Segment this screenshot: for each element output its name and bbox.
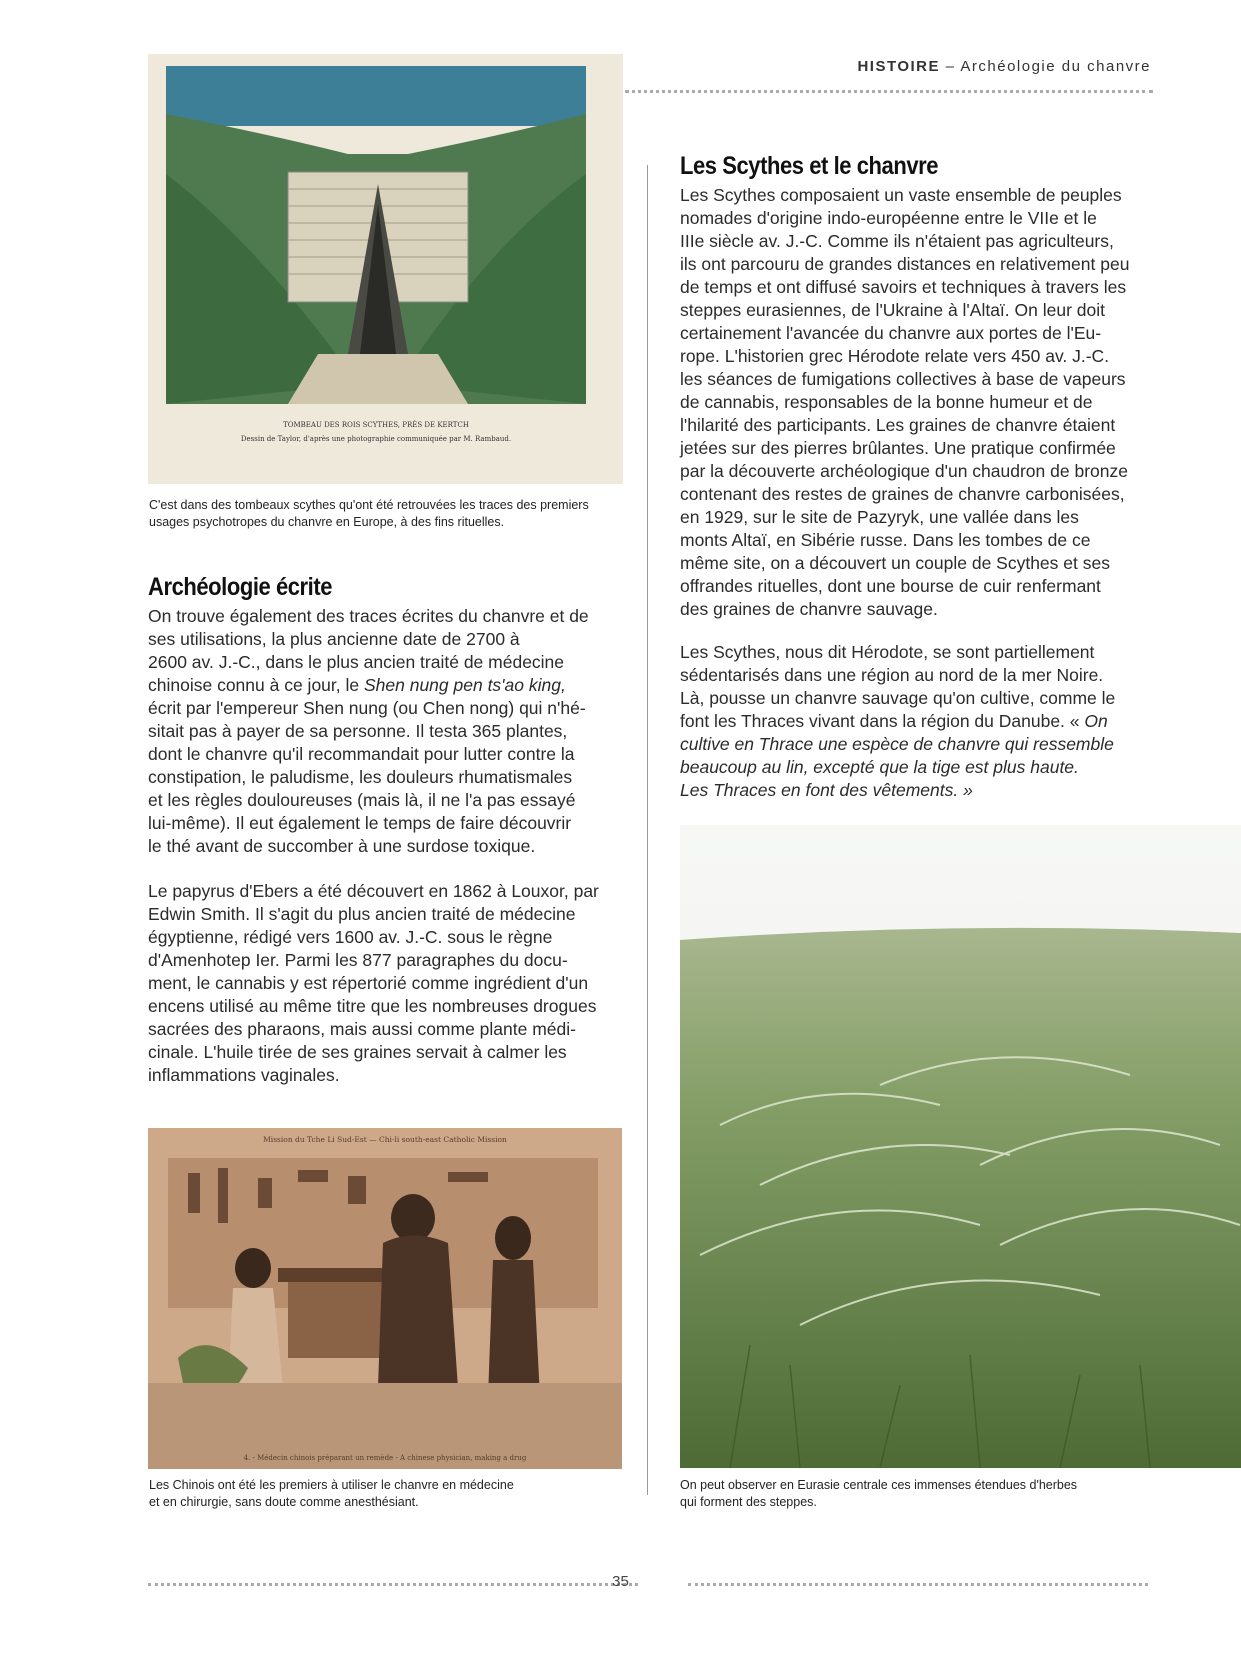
text-line: cinale. L'huile tirée de ses graines servait à calmer les (148, 1042, 567, 1062)
photo-bottom-caption: 4. - Médecin chinois préparant un remède - A chinese physician, making a drug (243, 1454, 527, 1462)
text-line: offrandes rituelles, dont une bourse de cuir renfermant (680, 576, 1101, 596)
text-line: dont le chanvre qu'il recommandait pour lutter contre la (148, 744, 575, 764)
text-line: de cannabis, responsables de la bonne humeur et de (680, 392, 1093, 412)
text-line: IIIe siècle av. J.-C. Comme ils n'étaient pas agriculteurs, (680, 231, 1114, 251)
text-line: par la découverte archéologique d'un chaudron de bronze (680, 461, 1128, 481)
caption-line: On peut observer en Eurasie centrale ces immenses étendues d'herbes (680, 1478, 1078, 1492)
text-line: Là, pousse un chanvre sauvage qu'on cultive, comme le (680, 688, 1116, 708)
text-line: steppes eurasiennes, de l'Ukraine à l'Altaï. On leur doit (680, 300, 1105, 320)
text-line: écrit par l'empereur Shen nung (ou Chen nong) qui n'hé- (148, 698, 586, 718)
text-line: les séances de fumigations collectives à base de vapeurs (680, 369, 1126, 389)
text-line: d'Amenhotep Ier. Parmi les 877 paragraphes du docu- (148, 950, 568, 970)
text-line: égyptienne, rédigé vers 1600 av. J.-C. sous le règne (148, 927, 553, 947)
text-line: Edwin Smith. Il s'agit du plus ancien traité de médecine (148, 904, 576, 924)
header-topic: Archéologie du chanvre (960, 58, 1151, 75)
header-divider (625, 90, 1153, 93)
text-line: rope. L'historien grec Hérodote relate vers 450 av. J.-C. (680, 346, 1110, 366)
section-title-scythes: Les Scythes et le chanvre (680, 152, 939, 180)
text-line: ses utilisations, la plus ancienne date de 2700 à (148, 629, 520, 649)
tomb-caption (149, 497, 629, 531)
caption-line: C'est dans des tombeaux scythes qu'ont été retrouvées les traces des premiers (149, 498, 589, 512)
caption-line: usages psychotropes du chanvre en Europe, à des fins rituelles. (149, 515, 505, 529)
text-line (148, 674, 589, 697)
column-divider (647, 165, 648, 1495)
caption-line: et en chirurgie, sans doute comme anesthésiant. (149, 1495, 419, 1509)
text-line: lui-même). Il eut également le temps de faire découvrir (148, 813, 572, 833)
text-line: des graines de chanvre sauvage. (680, 599, 938, 619)
header-section: HISTOIRE (857, 58, 941, 75)
text-fragment: chinoise connu à ce jour, le (148, 675, 364, 695)
text-line: Le papyrus d'Ebers a été découvert en 1862 à Louxor, par (148, 881, 599, 901)
text-line: en 1929, sur le site de Pazyryk, une vallée dans les (680, 507, 1079, 527)
steppe-illustration (680, 825, 1241, 1468)
text-line: le thé avant de succomber à une surdose toxique. (148, 836, 536, 856)
scythes-paragraph-2 (680, 641, 1115, 802)
scythes-paragraph-1 (680, 184, 1129, 621)
text-line: sacrées des pharaons, mais aussi comme plante médi- (148, 1019, 576, 1039)
text-line: de temps et ont diffusé savoirs et techniques à travers les (680, 277, 1127, 297)
text-line: 2600 av. J.-C., dans le plus ancien traité de médecine (148, 652, 565, 672)
text-fragment: font les Thraces vivant dans la région du Danube. « (680, 711, 1085, 731)
text-line: nomades d'origine indo-européenne entre le VIIe et le (680, 208, 1097, 228)
archeologie-paragraph-2 (148, 880, 599, 1087)
text-line: encens utilisé au même titre que les nombreuses drogues (148, 996, 597, 1016)
tomb-engraving-image (148, 54, 623, 484)
text-line: On trouve également des traces écrites du chanvre et de (148, 606, 589, 626)
chinese-physician-photo (148, 1128, 622, 1469)
text-line: ment, le cannabis y est répertorié comme ingrédient d'un (148, 973, 589, 993)
sepia-photo-illustration (148, 1128, 622, 1469)
quote-italic: Les Thraces en font des vêtements. » (680, 780, 973, 800)
quote-italic: cultive en Thrace une espèce de chanvre qui ressemble (680, 734, 1114, 754)
text-line: et les règles douloureuses (mais là, il ne l'a pas essayé (148, 790, 576, 810)
archeologie-paragraph-1 (148, 605, 589, 858)
steppe-photo (680, 825, 1241, 1468)
photo-top-caption: Mission du Tche Li Sud-Est — Chi-li south-east Catholic Mission (263, 1135, 507, 1144)
tomb-engraving-illustration (148, 54, 623, 484)
text-line: monts Altaï, en Sibérie russe. Dans les tombes de ce (680, 530, 1091, 550)
book-title-italic: Shen nung pen ts'ao king, (363, 675, 566, 695)
photo-caption (149, 1477, 629, 1511)
footer-divider-right (688, 1583, 1148, 1586)
quote-italic: On (1084, 711, 1108, 731)
running-header (857, 58, 1151, 75)
text-line: contenant des restes de graines de chanvre carbonisées, (680, 484, 1125, 504)
page-number: 35 (612, 1573, 629, 1590)
text-line: jetées sur des pierres brûlantes. Une pratique confirmée (680, 438, 1116, 458)
header-separator: – (940, 58, 961, 75)
text-line: l'hilarité des participants. Les graines de chanvre étaient (680, 415, 1116, 435)
engraving-caption-credit: Dessin de Taylor, d'après une photographie communiquée par M. Rambaud. (240, 435, 512, 443)
text-line: Les Scythes composaient un vaste ensemble de peuples (680, 185, 1122, 205)
text-line: même site, on a découvert un couple de Scythes et ses (680, 553, 1110, 573)
steppe-caption (680, 1477, 1200, 1511)
text-line: Les Scythes, nous dit Hérodote, se sont partiellement (680, 642, 1095, 662)
text-line: constipation, le paludisme, les douleurs rhumatismales (148, 767, 573, 787)
engraving-caption-title: TOMBEAU DES ROIS SCYTHES, PRÈS DE KERTCH (283, 421, 469, 429)
caption-line: Les Chinois ont été les premiers à utiliser le chanvre en médecine (149, 1478, 514, 1492)
text-line: ils ont parcouru de grandes distances en relativement peu (680, 254, 1130, 274)
section-title-archeologie: Archéologie écrite (148, 573, 333, 601)
text-line: certainement l'avancée du chanvre aux portes de l'Eu- (680, 323, 1102, 343)
text-line (680, 710, 1115, 733)
text-line: sédentarisés dans une région au nord de la mer Noire. (680, 665, 1104, 685)
quote-italic: beaucoup au lin, excepté que la tige est plus haute. (680, 757, 1079, 777)
caption-line: qui forment des steppes. (680, 1495, 817, 1509)
text-line: inflammations vaginales. (148, 1065, 340, 1085)
text-line: sitait pas à payer de sa personne. Il testa 365 plantes, (148, 721, 568, 741)
